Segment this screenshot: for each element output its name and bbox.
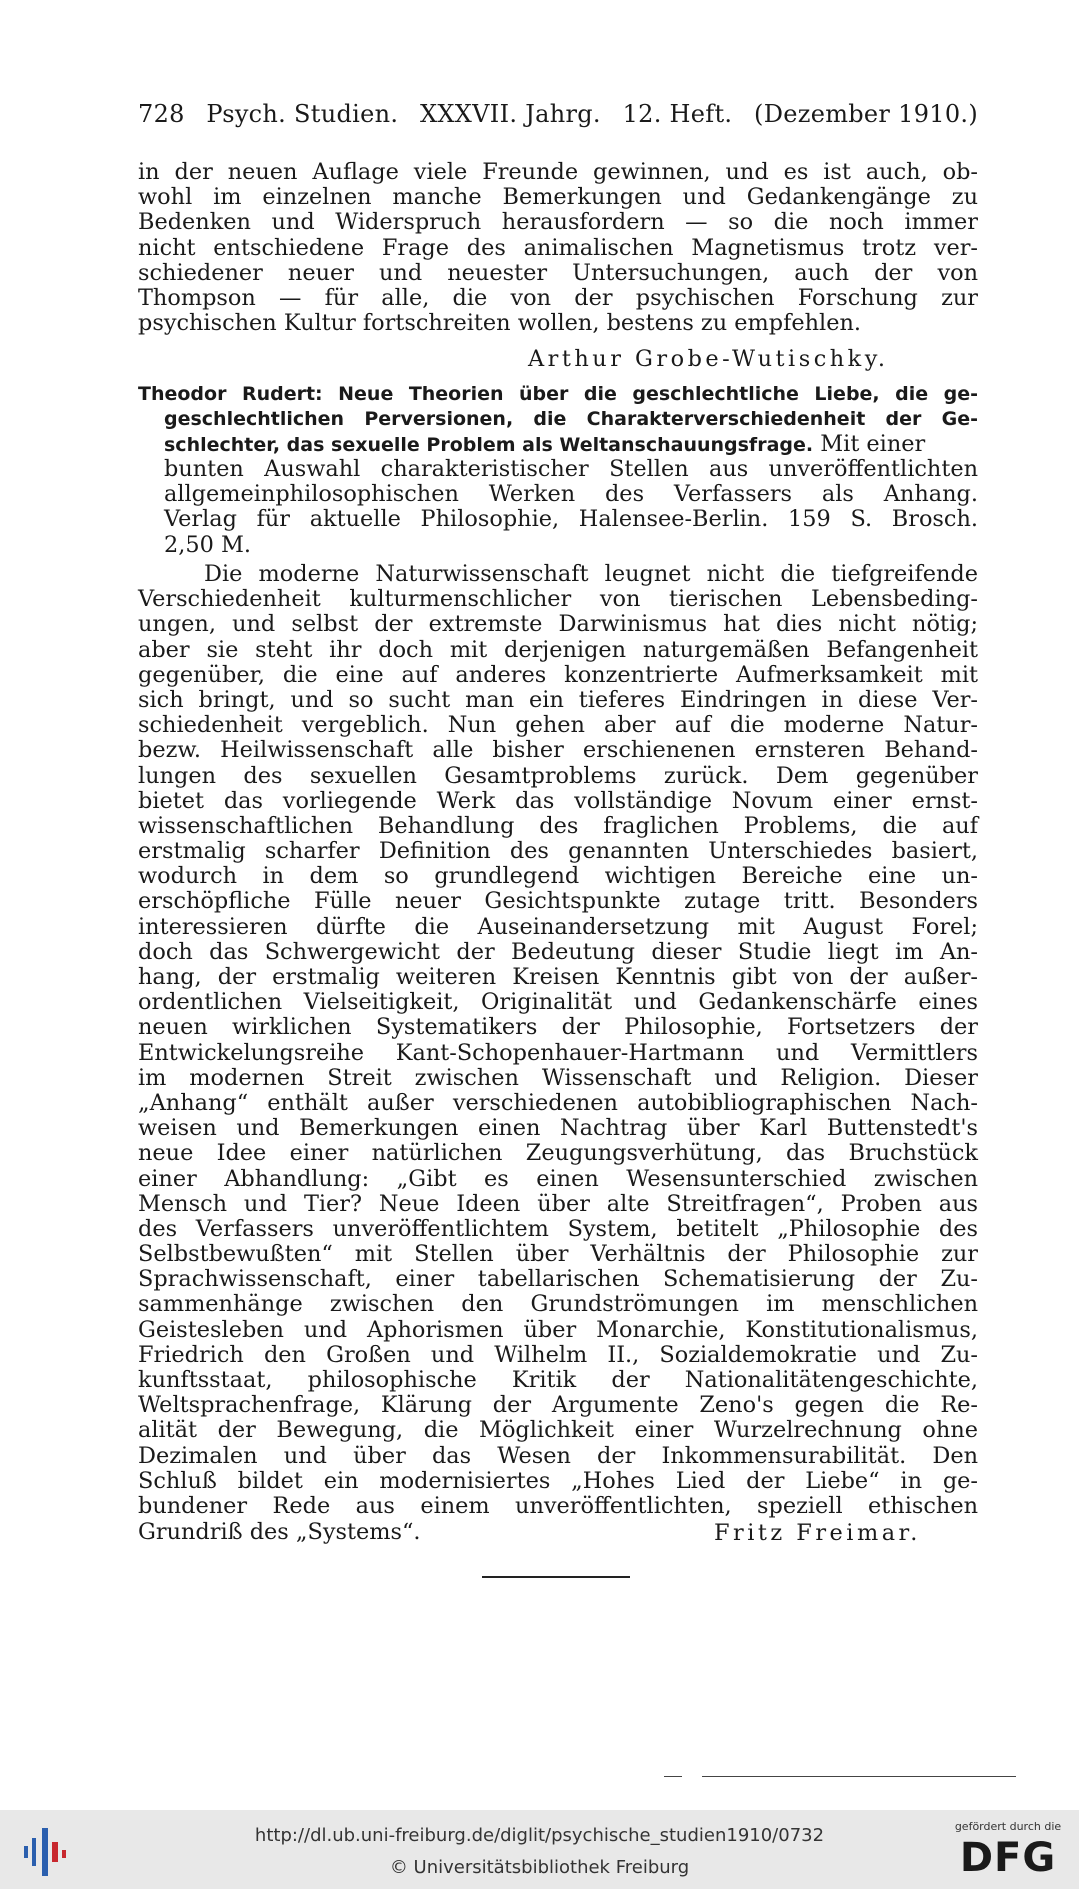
- volume: XXXVII. Jahrg.: [420, 100, 601, 128]
- text-line: weisen und Bemerkungen einen Nachtrag über Karl Buttenstedt's: [138, 1115, 978, 1142]
- text-line: in der neuen Auflage viele Freunde gewinnen, und es ist auch, ob-: [138, 159, 978, 185]
- review-body: [138, 562, 978, 1519]
- text-line: erschöpfliche Fülle neuer Gesichtspunkte zutage tritt. Besonders: [138, 888, 978, 915]
- text-line: allgemeinphilosophischen Werken des Verfassers als Anhang.: [164, 481, 978, 508]
- review-signature: Fritz Freimar.: [714, 1520, 921, 1546]
- heading-line: schlechter, das sexuelle Problem als Weltanschauungsfrage.: [164, 434, 814, 457]
- text-line: 2,50 M.: [164, 531, 252, 558]
- prev-review-text: [138, 160, 978, 336]
- text-line: ordentlichen Vielseitigkeit, Originalität und Gedankenschärfe eines: [138, 989, 978, 1016]
- text-line: interessieren dürfte die Auseinandersetzung mit August Forel;: [138, 913, 978, 940]
- text-line: sammenhänge zwischen den Grundströmungen im menschlichen: [138, 1291, 978, 1318]
- dfg-funded-by: gefördert durch die: [954, 1820, 1062, 1833]
- text-line: bundener Rede aus einem unveröffentlichten, speziell ethischen: [138, 1492, 978, 1519]
- heading-line: geschlechtlichen Perversionen, die Charakterverschiedenheit der Ge-: [164, 408, 978, 431]
- text-line: wissenschaftlichen Behandlung des fraglichen Problems, die auf: [138, 812, 978, 839]
- text-line: Dezimalen und über das Wesen der Inkommensurabilität. Den: [138, 1442, 978, 1469]
- text-line: Grundriß des „Systems“.: [138, 1519, 421, 1545]
- page-number: 728: [138, 100, 185, 128]
- text-line: nicht entschiedene Frage des animalischen Magnetismus trotz ver-: [138, 234, 978, 261]
- heading-line-with-tail: [138, 432, 978, 458]
- text-line: ungen, und selbst der extremste Darwinismus hat dies nicht nötig;: [138, 611, 978, 638]
- text-line: Geistesleben und Aphorismen über Monarchie, Konstitutionalismus,: [138, 1316, 978, 1343]
- text-line: im modernen Streit zwischen Wissenschaft und Religion. Dieser: [138, 1064, 978, 1091]
- text-line: wohl im einzelnen manche Bemerkungen und Gedankengänge zu: [138, 184, 978, 211]
- text-line: Sprachwissenschaft, einer tabellarischen Schematisierung der Zu-: [138, 1266, 978, 1293]
- text-line: psychischen Kultur fortschreiten wollen, bestens zu empfehlen.: [138, 310, 861, 337]
- issue-date: (Dezember 1910.): [754, 100, 978, 128]
- text-line: Verschiedenheit kulturmenschlicher von tierischen Lebensbeding-: [138, 586, 978, 613]
- review-heading: [138, 382, 978, 459]
- text-line: bietet das vorliegende Werk das vollständige Novum einer ernst-: [138, 787, 978, 814]
- text-line: Friedrich den Großen und Wilhelm II., Sozialdemokratie und Zu-: [138, 1341, 978, 1368]
- text-line: kunftsstaat, philosophische Kritik der Nationalitätengeschichte,: [138, 1367, 978, 1393]
- text-line: Verlag für aktuelle Philosophie, Halensee-Berlin. 159 S. Brosch.: [164, 506, 978, 533]
- dfg-logo: [952, 1820, 1064, 1882]
- text-line: Weltsprachenfrage, Klärung der Argumente Zeno's gegen die Re-: [138, 1392, 978, 1419]
- text-line: Selbstbewußten“ mit Stellen über Verhältnis der Philosophie zur: [138, 1241, 978, 1268]
- bibliographic-details: [164, 457, 978, 558]
- prev-review-signature: Arthur Grobe-Wutischky.: [528, 346, 889, 372]
- issue: 12. Heft.: [622, 100, 733, 128]
- text-line: bunten Auswahl charakteristischer Stellen aus unveröffentlichten: [164, 456, 978, 482]
- text-line: schiedenheit vergeblich. Nun gehen aber auf die moderne Natur-: [138, 712, 978, 739]
- dfg-wordmark: DFG: [959, 1835, 1057, 1881]
- heading-line: Theodor Rudert: Neue Theorien über die geschlechtliche Liebe, die ge-: [138, 383, 978, 405]
- text-line: bezw. Heilwissenschaft alle bisher erschienenen ernsteren Behand-: [138, 737, 978, 764]
- running-head: [138, 100, 978, 128]
- journal-title: Psych. Studien.: [206, 100, 399, 128]
- text-line: gegenüber, die eine auf anderes konzentrierte Aufmerksamkeit mit: [138, 661, 978, 688]
- viewer-footer: [0, 1810, 1079, 1889]
- text-line: „Anhang“ enthält außer verschiedenen autobibliographischen Nach-: [138, 1089, 978, 1116]
- text-line: Die moderne Naturwissenschaft leugnet nicht die tiefgreifende: [204, 561, 978, 587]
- heading-tail: Mit einer: [813, 431, 926, 458]
- text-line: des Verfassers unveröffentlichtem System, betitelt „Philosophie des: [138, 1215, 978, 1242]
- section-rule: [482, 1576, 630, 1578]
- text-line: schiedener neuer und neuester Untersuchungen, auch der von: [138, 259, 978, 286]
- text-line: erstmalig scharfer Definition des genannten Unterschiedes basiert,: [138, 838, 978, 865]
- text-line: lungen des sexuellen Gesamtproblems zurück. Dem gegenüber: [138, 762, 978, 789]
- text-line: Schluß bildet ein modernisiertes „Hohes Lied der Liebe“ in ge-: [138, 1467, 978, 1494]
- footnote-rule-short: [664, 1776, 682, 1777]
- text-line: Bedenken und Widerspruch herausfordern — so die noch immer: [138, 209, 978, 236]
- text-line: doch das Schwergewicht der Bedeutung dieser Studie liegt im An-: [138, 938, 978, 965]
- text-line: hang, der erstmalig weiteren Kreisen Kenntnis gibt von der außer-: [138, 964, 978, 990]
- copyright-notice: © Universitätsbibliothek Freiburg: [389, 1857, 690, 1878]
- text-line: Mensch und Tier? Neue Ideen über alte Streitfragen“, Proben aus: [138, 1190, 978, 1217]
- text-line: wodurch in dem so grundlegend wichtigen Bereiche eine un-: [138, 863, 978, 890]
- text-line: Thompson — für alle, die von der psychischen Forschung zur: [138, 284, 978, 311]
- text-line: aber sie steht ihr doch mit derjenigen naturgemäßen Befangenheit: [138, 636, 978, 663]
- text-line: alität der Bewegung, die Möglichkeit einer Wurzelrechnung ohne: [138, 1417, 978, 1444]
- footnote-rule: [702, 1776, 1016, 1777]
- document-url[interactable]: http://dl.ub.uni-freiburg.de/diglit/psychische_studien1910/0732: [254, 1825, 825, 1846]
- text-line: einer Abhandlung: „Gibt es einen Wesensunterschied zwischen: [138, 1165, 978, 1192]
- text-line: neuen wirklichen Systematikers der Philosophie, Fortsetzers der: [138, 1014, 978, 1041]
- text-line: Entwickelungsreihe Kant-Schopenhauer-Hartmann und Vermittlers: [138, 1039, 978, 1066]
- text-line: neue Idee einer natürlichen Zeugungsverhütung, das Bruchstück: [138, 1140, 978, 1167]
- text-line: sich bringt, und so sucht man ein tieferes Eindringen in diese Ver-: [138, 686, 978, 713]
